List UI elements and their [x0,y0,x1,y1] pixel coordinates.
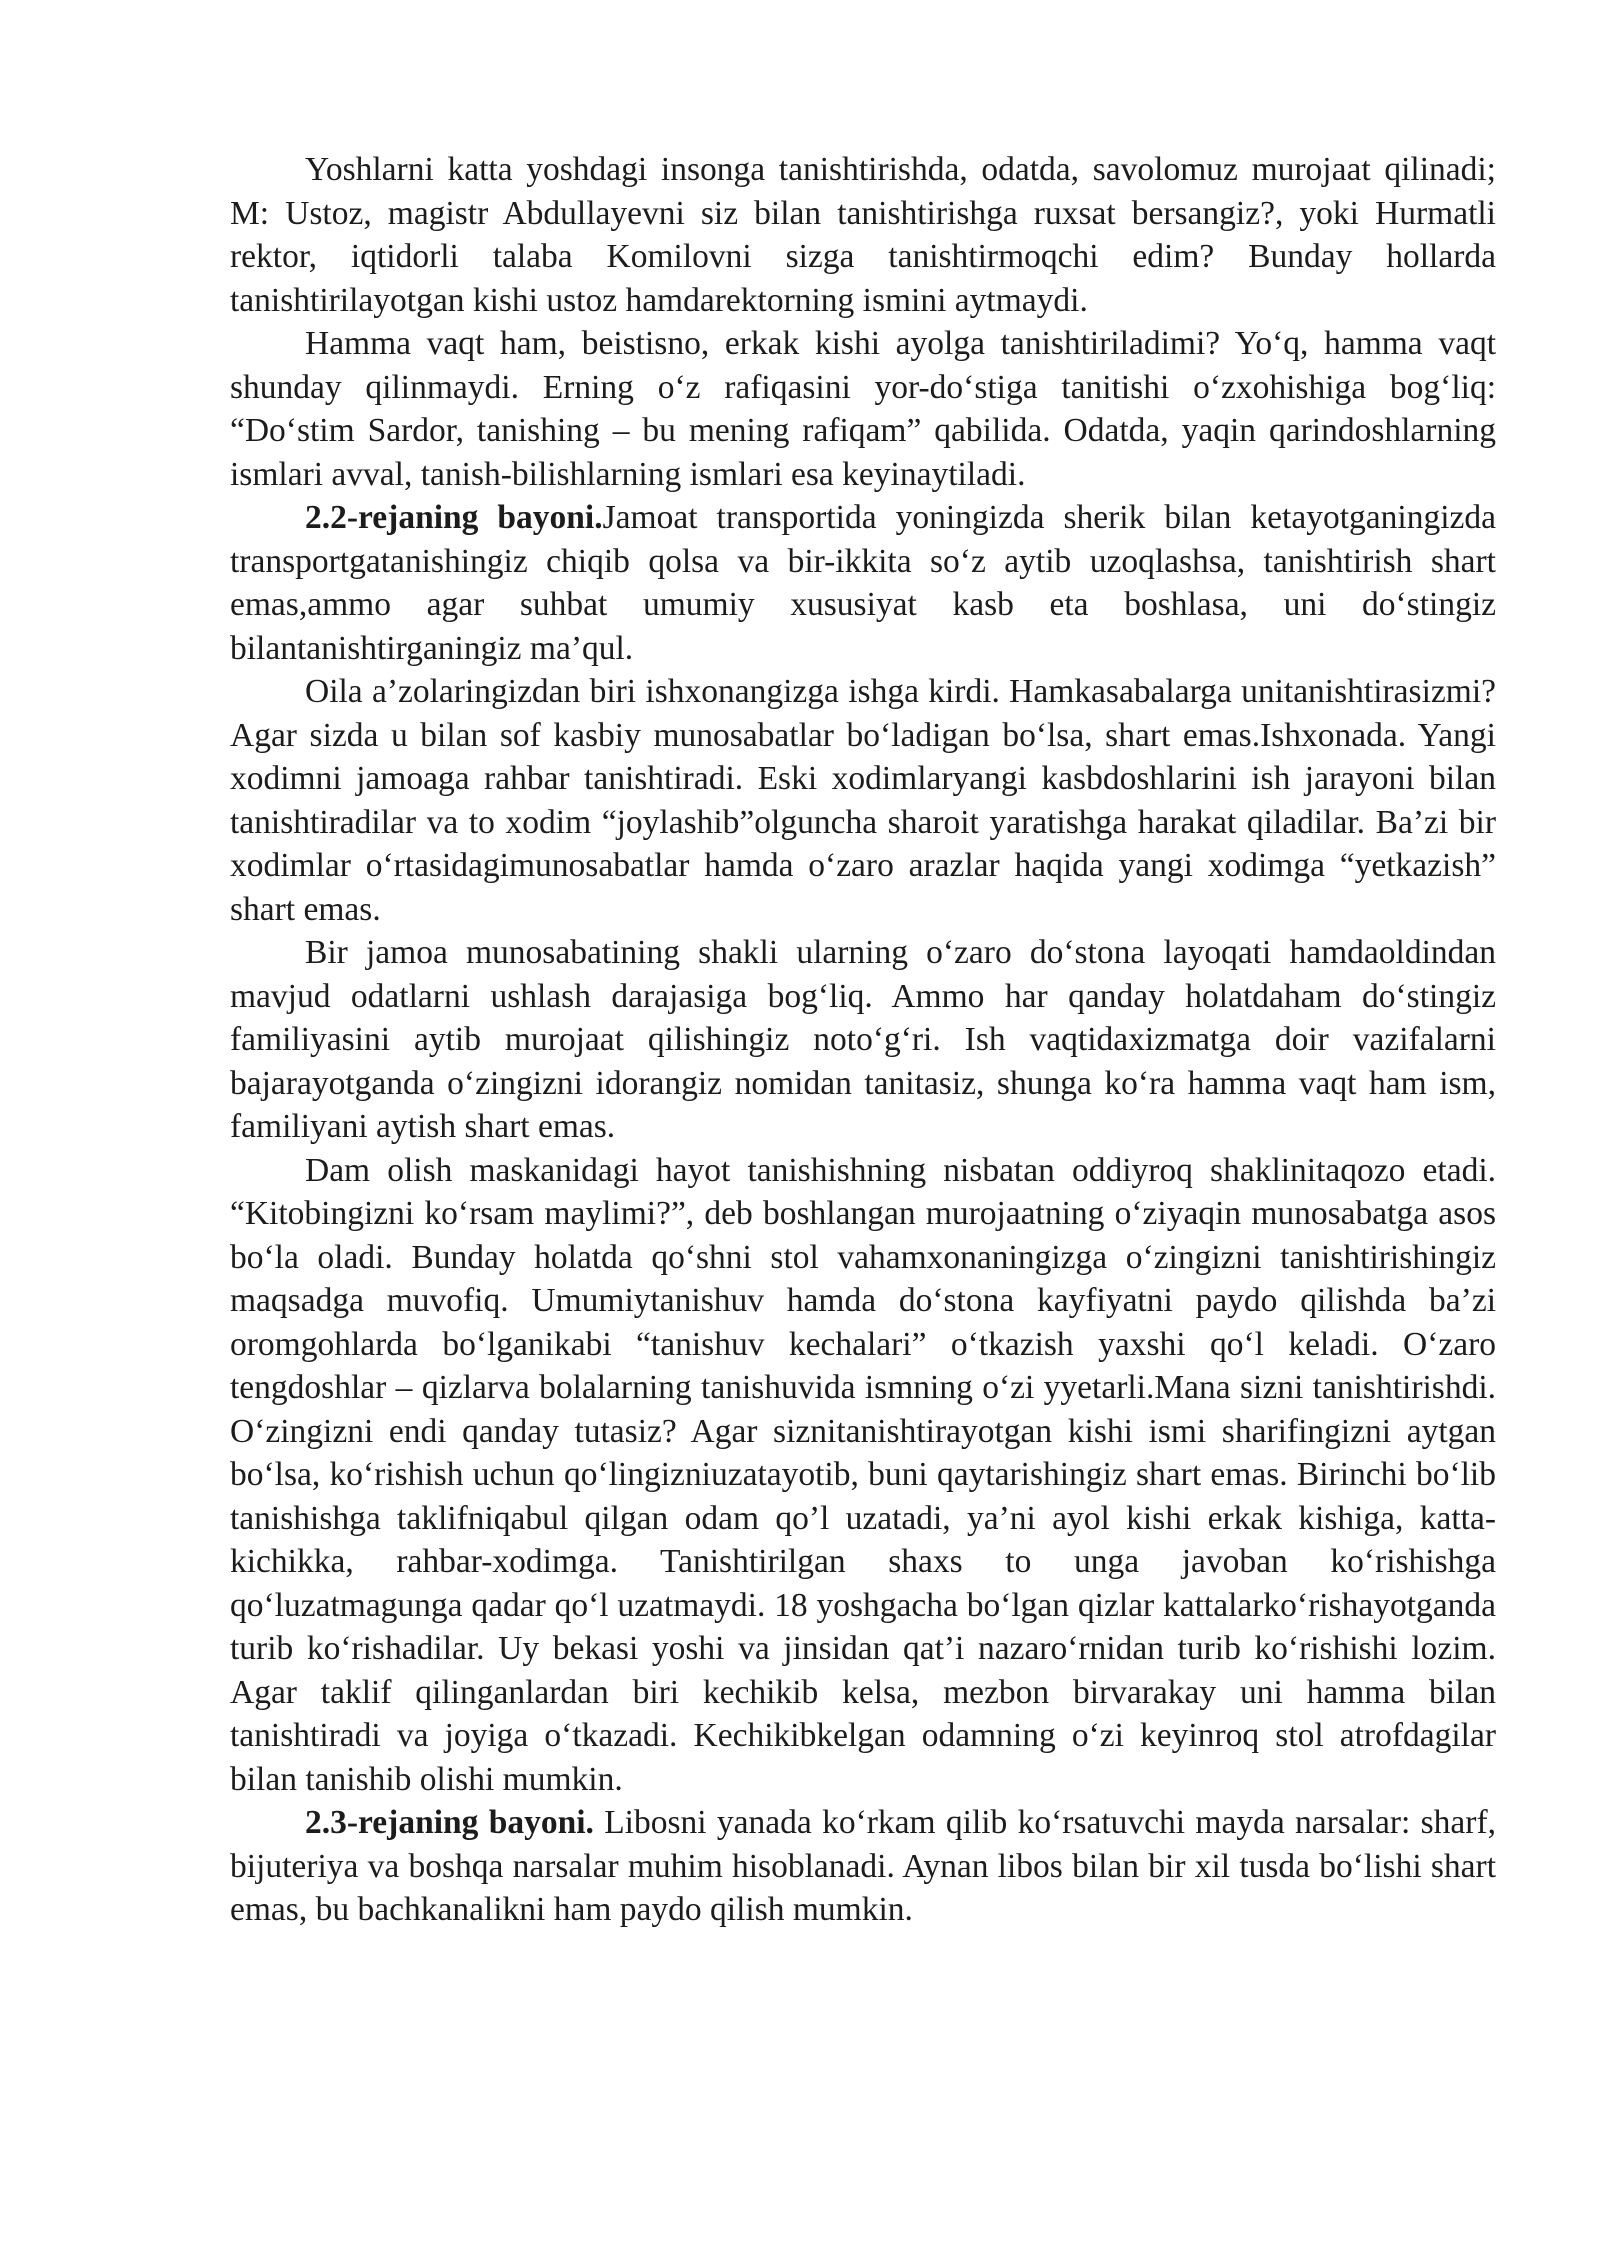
paragraph-text: Dam olish maskanidagi hayot tanishishning nisbatan oddiyroq shaklinitaqozo etadi. “Kitobingizni ko‘rsam maylimi?”, deb boshlangan murojaatning o‘ziyaqin munosabatga asos bo‘la oladi. Bunday holatda qo‘shni stol vahamxonaningizga o‘zingizni tanishtirishingiz maqsadga muvofiq. Umumiytanishuv hamda do‘stona kayfiyatni paydo qilishda ba’zi oromgohlarda bo‘lganikabi “tanishuv kechalari” o‘tkazish yaxshi qo‘l keladi. O‘zaro tengdoshlar – qizlarva bolalarning tanishuvida ismning o‘zi yyetarli.Mana sizni tanishtirishdi. O‘zingizni endi qanday tutasiz? Agar siznitanishtirayotgan kishi ismi sharifingizni aytgan bo‘lsa, ko‘rishish uchun qo‘lingizniuzatayotib, buni qaytarishingiz shart emas. Birinchi bo‘lib tanishishga taklifniqabul qilgan odam qo’l uzatadi, ya’ni ayol kishi erkak kishiga, katta-kichikka, rahbar-xodimga. Tanishtirilgan shaxs to unga javoban ko‘rishishga qo‘luzatmagunga qadar qo‘l uzatmaydi. 18 yoshgacha bo‘lgan qizlar kattalarko‘rishayotganda turib ko‘rishadilar. Uy bekasi yoshi va jinsidan qat’i nazaro‘rnidan turib ko‘rishishi lozim. Agar taklif qilinganlardan biri kechikib kelsa, mezbon birvarakay uni hamma bilan tanishtiradi va joyiga o‘tkazadi. Kechikibkelgan odamning o‘zi keyinroq stol atrofdagilar bilan tanishib olishi mumkin. [230,1151,1496,1798]
paragraph-leisure [230,1149,1496,1802]
paragraph-section-2-3 [230,1801,1496,1932]
paragraph-team-relations [230,931,1496,1149]
paragraph-workplace [230,670,1496,931]
paragraph-text: Oila a’zolaringizdan biri ishxonangizga ishga kirdi. Hamkasabalarga unitanishtirasizmi? Agar sizda u bilan sof kasbiy munosabatlar bo‘ladigan bo‘lsa, shart emas.Ishxonada. Yangi xodimni jamoaga rahbar tanishtiradi. Eski xodimlaryangi kasbdoshlarini ish jarayoni bilan tanishtiradilar va to xodim “joylashib”olguncha sharoit yaratishga harakat qiladilar. Ba’zi bir xodimlar o‘rtasidagimunosabatlar hamda o‘zaro arazlar haqida yangi xodimga “yetkazish” shart emas. [230,673,1496,928]
paragraph-introductions-elders [230,148,1496,322]
section-heading: 2.2-rejaning bayoni. [305,499,603,536]
paragraph-text: Jamoat transportida yoningizda sherik bilan ketayotganingizda transportgatanishingiz chiqib qolsa va bir-ikkita so‘z aytib uzoqlashsa, tanishtirish shart emas,ammo agar suhbat umumiy xususiyat kasb eta boshlasa, uni do‘stingiz bilantanishtirganingiz ma’qul. [230,499,1496,667]
section-heading: 2.3-rejaning bayoni. [305,1804,594,1841]
paragraph-text: Yoshlarni katta yoshdagi insonga tanishtirishda, odatda, savolomuz murojaat qilinadi; M: Ustoz, magistr Abdullayevni siz bilan tanishtirishga ruxsat bersangiz?, yoki Hurmatli rektor, iqtidorli talaba Komilovni sizga tanishtirmoqchi edim? Bunday hollarda tanishtirilayotgan kishi ustoz hamdarektorning ismini aytmaydi. [230,151,1496,319]
paragraph-text: Bir jamoa munosabatining shakli ularning o‘zaro do‘stona layoqati hamdaoldindan mavjud odatlarni ushlash darajasiga bog‘liq. Ammo har qanday holatdaham do‘stingiz familiyasini aytib murojaat qilishingiz noto‘g‘ri. Ish vaqtidaxizmatga doir vazifalarni bajarayotganda o‘zingizni idorangiz nomidan tanitasiz, shunga ko‘ra hamma vaqt ham ism, familiyani aytish shart emas. [230,934,1496,1145]
paragraph-text: Libosni yanada ko‘rkam qilib ko‘rsatuvchi mayda narsalar: sharf, bijuteriya va boshqa narsalar muhim hisoblanadi. Aynan libos bilan bir xil tusda bo‘lishi shart emas, bu bachkanalikni ham paydo qilish mumkin. [230,1804,1496,1928]
paragraph-text: Hamma vaqt ham, beistisno, erkak kishi ayolga tanishtiriladimi? Yo‘q, hamma vaqt shunday qilinmaydi. Erning o‘z rafiqasini yor-do‘stiga tanitishi o‘zxohishiga bog‘liq: “Do‘stim Sardor, tanishing – bu mening rafiqam” qabilida. Odatda, yaqin qarindoshlarning ismlari avval, tanish-bilishlarning ismlari esa keyinaytiladi. [230,325,1496,493]
paragraph-section-2-2 [230,496,1496,670]
paragraph-man-woman-introduction [230,322,1496,496]
document-page [230,148,1496,1932]
